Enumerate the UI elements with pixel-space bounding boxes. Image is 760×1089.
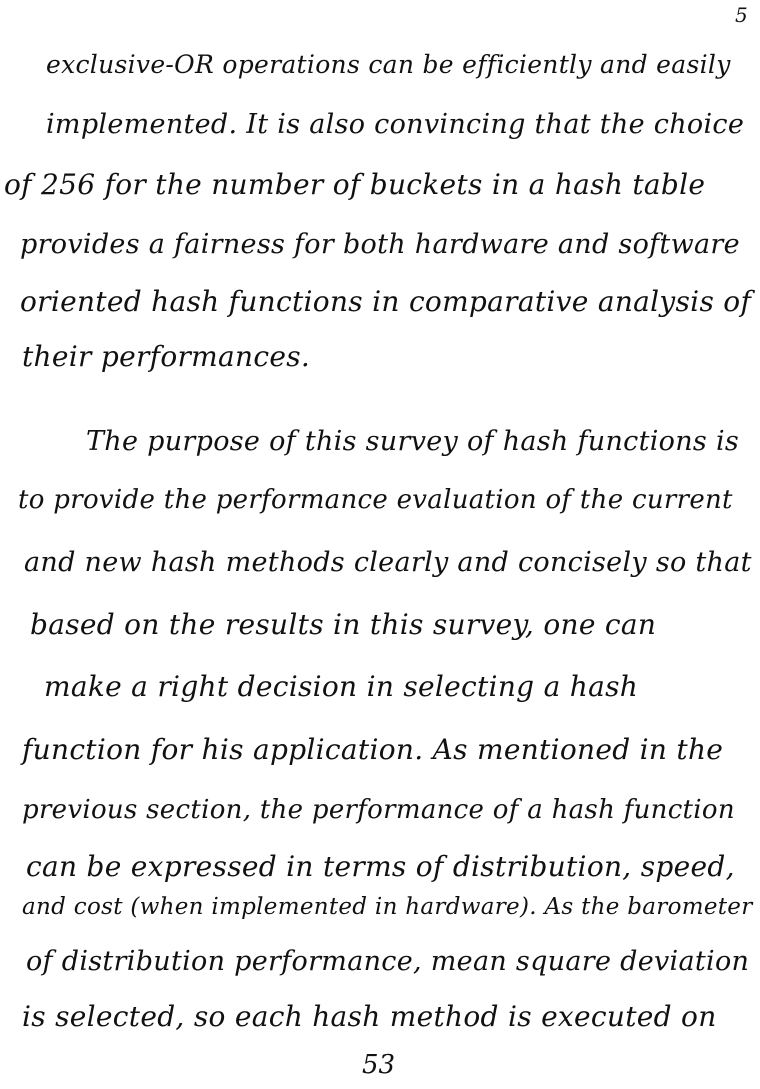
page-number: 53: [362, 1050, 396, 1080]
text-line: previous section, the performance of a hash function: [22, 795, 735, 825]
text-line: provides a fairness for both hardware and software: [20, 229, 740, 260]
text-line: based on the results in this survey, one can: [30, 608, 657, 641]
text-line: can be expressed in terms of distribution, speed,: [26, 850, 735, 883]
text-line: function for his application. As mentioned in the: [22, 733, 724, 766]
text-line: oriented hash functions in comparative analysis of: [20, 285, 752, 318]
text-line: their performances.: [22, 340, 311, 373]
text-line: make a right decision in selecting a hash: [44, 670, 639, 703]
corner-page-number: 5: [735, 3, 748, 27]
text-line: The purpose of this survey of hash functions is: [86, 426, 740, 457]
text-line: and new hash methods clearly and concisely so that: [24, 547, 752, 578]
text-line: to provide the performance evaluation of the current: [18, 485, 733, 515]
text-line: and cost (when implemented in hardware). As the barometer: [22, 894, 753, 920]
text-line: implemented. It is also convincing that the choice: [46, 109, 745, 140]
text-line: of 256 for the number of buckets in a hash table: [4, 168, 706, 201]
text-line: is selected, so each hash method is executed on: [22, 1000, 717, 1033]
text-line: exclusive-OR operations can be efficiently and easily: [46, 50, 731, 79]
text-line: of distribution performance, mean square deviation: [26, 946, 750, 977]
